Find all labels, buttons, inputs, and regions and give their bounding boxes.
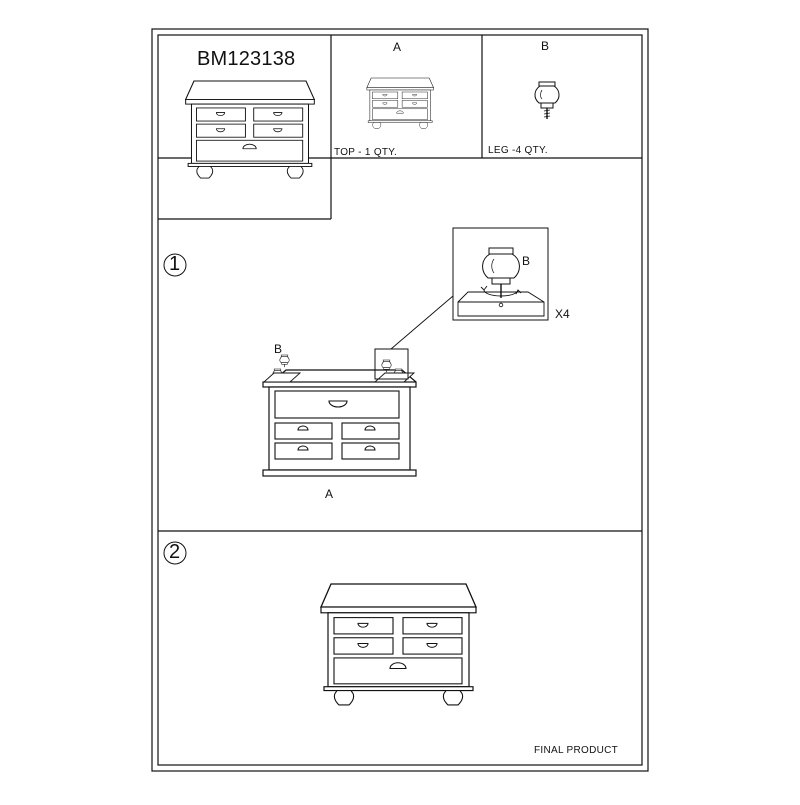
step-1-leg-label: B bbox=[274, 342, 283, 356]
chest-upside-down bbox=[263, 370, 416, 476]
quantity-label: X4 bbox=[555, 307, 570, 321]
final-product-chest bbox=[321, 584, 476, 705]
chest-top-icon bbox=[367, 78, 434, 128]
model-chest-illustration bbox=[186, 81, 315, 178]
part-b-caption: LEG -4 QTY. bbox=[488, 145, 548, 156]
model-code: BM123138 bbox=[197, 48, 296, 70]
part-b-letter: B bbox=[541, 39, 550, 53]
step-2-number: 2 bbox=[169, 541, 181, 563]
final-product-caption: FINAL PRODUCT bbox=[534, 745, 619, 756]
detail-leader-line bbox=[391, 290, 460, 349]
leg-icon bbox=[535, 82, 559, 119]
step-1-top-label: A bbox=[325, 487, 334, 501]
part-a-letter: A bbox=[393, 40, 402, 54]
step-1-number: 1 bbox=[169, 253, 181, 275]
part-a-caption: TOP - 1 QTY. bbox=[334, 147, 398, 158]
detail-leg-label: B bbox=[522, 254, 531, 268]
